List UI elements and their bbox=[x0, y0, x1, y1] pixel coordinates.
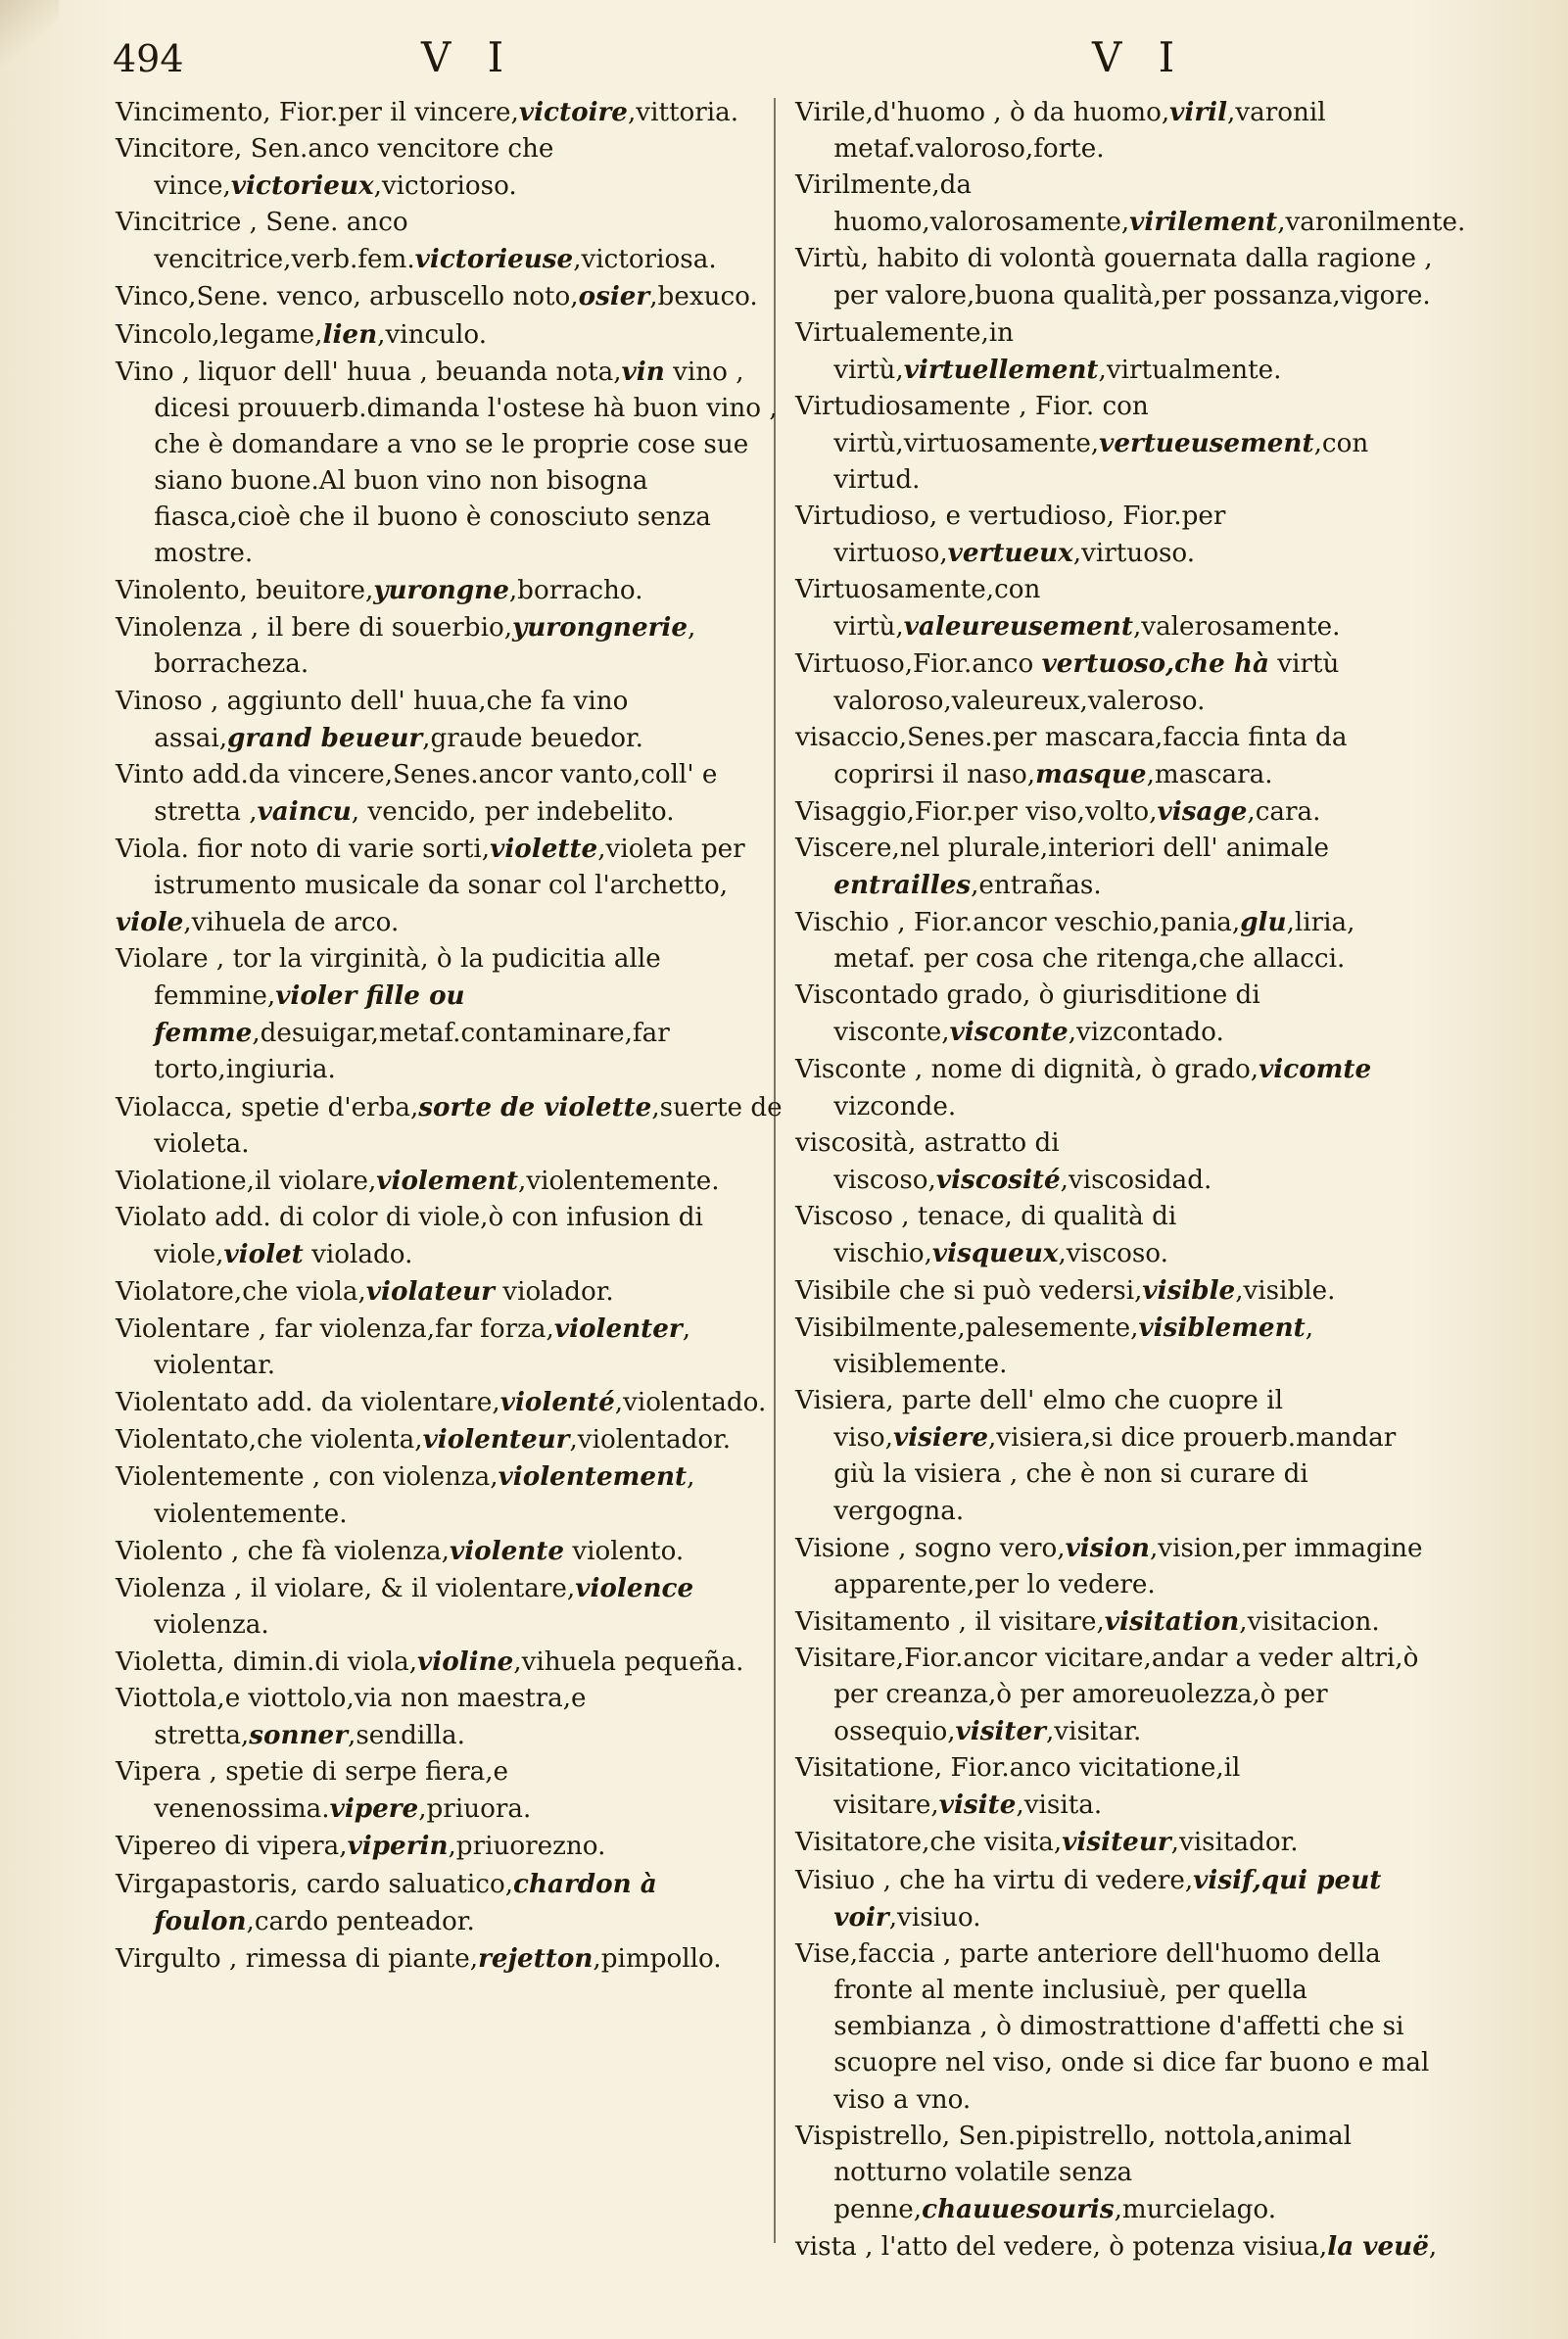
entry-french: osier bbox=[578, 281, 650, 312]
entry-headword: Visibile bbox=[795, 1276, 891, 1306]
entry-spanish: ,victoriosa. bbox=[573, 245, 717, 275]
entry-spanish: , borracheza. bbox=[154, 613, 696, 680]
dictionary-entry bbox=[116, 1644, 791, 1681]
entry-french: visage bbox=[1157, 795, 1248, 827]
entry-french: glu bbox=[1240, 907, 1287, 938]
entry-spanish: ,borracho. bbox=[508, 576, 643, 606]
entry-spanish: ,con virtud. bbox=[833, 428, 1369, 495]
entry-definition: . fior noto di varie sorti, bbox=[180, 834, 491, 864]
entry-spanish: ,violentador. bbox=[569, 1425, 732, 1456]
entry-definition: , far violenza,far forza, bbox=[250, 1314, 554, 1345]
entry-spanish: ,vision,per immagine apparente,per lo vedere. bbox=[833, 1533, 1423, 1599]
entry-french: viperin bbox=[347, 1831, 449, 1862]
dictionary-entry bbox=[795, 1603, 1442, 1641]
entry-french: grand beueur bbox=[227, 722, 423, 753]
entry-definition: , dimin.di viola, bbox=[216, 1647, 418, 1677]
dictionary-entry bbox=[795, 1125, 1442, 1199]
dictionary-entry bbox=[795, 720, 1442, 793]
dictionary-entry bbox=[795, 645, 1442, 719]
entry-headword: viscosità bbox=[795, 1127, 908, 1158]
entry-french: victorieux bbox=[230, 170, 374, 202]
entry-headword: Visitatore bbox=[795, 1828, 923, 1858]
entry-headword: Violento bbox=[116, 1536, 223, 1566]
entry-definition: ,che visita, bbox=[922, 1828, 1063, 1858]
entry-headword: Virtuoso bbox=[795, 649, 905, 680]
entry-french: visiteur bbox=[1062, 1827, 1171, 1858]
entry-french: yurongnerie bbox=[512, 612, 689, 644]
entry-headword: Violacca bbox=[116, 1092, 225, 1122]
entry-french: sonner bbox=[249, 1720, 349, 1751]
dictionary-entry bbox=[116, 316, 791, 354]
entry-headword: Viottola bbox=[116, 1684, 217, 1714]
entry-spanish: violador. bbox=[494, 1277, 614, 1307]
entry-headword: vista bbox=[795, 2232, 857, 2263]
entry-headword: Virtudiosamente bbox=[795, 391, 1011, 421]
entry-definition: ,da huomo,valorosamente, bbox=[833, 170, 1130, 238]
entry-french: visible bbox=[1142, 1275, 1236, 1306]
dictionary-entry bbox=[795, 241, 1442, 314]
entry-spanish: ,virtualmente. bbox=[1098, 355, 1282, 385]
entry-headword: Visibilmente bbox=[795, 1313, 958, 1344]
entry-headword: Violentato bbox=[116, 1388, 249, 1418]
left-column bbox=[116, 94, 791, 1978]
dictionary-entry bbox=[795, 1750, 1442, 1824]
dictionary-entry bbox=[116, 1681, 791, 1754]
dictionary-entry bbox=[795, 1641, 1442, 1750]
entry-definition: , aggiunto dell' huua,che fa vino assai, bbox=[154, 686, 629, 753]
entry-definition: ,Fior.per viso,volto, bbox=[906, 796, 1158, 827]
dictionary-entry bbox=[116, 1200, 791, 1273]
entry-definition: add.da vincere,Senes.ancor vanto,coll' e stretta , bbox=[154, 759, 718, 827]
entry-definition: , che fà violenza, bbox=[222, 1536, 450, 1566]
entry-headword: Violetta bbox=[116, 1647, 217, 1677]
dictionary-entry bbox=[795, 1862, 1442, 1936]
entry-definition: ,che violenta, bbox=[248, 1425, 423, 1456]
dictionary-entry bbox=[116, 205, 791, 278]
entry-headword: Virile bbox=[795, 98, 866, 127]
dictionary-entry bbox=[116, 1421, 791, 1458]
entry-definition: , l'atto del vedere, ò potenza visiua, bbox=[856, 2232, 1328, 2263]
entry-french: violence bbox=[575, 1572, 694, 1603]
entry-spanish: ,vihuela pequeña. bbox=[513, 1647, 744, 1677]
entry-headword: Virtuosamente bbox=[795, 575, 986, 605]
dictionary-entry bbox=[116, 278, 791, 315]
dictionary-entry bbox=[795, 904, 1442, 978]
entry-definition: ,il violare, bbox=[246, 1166, 377, 1196]
entry-french: violentement bbox=[498, 1461, 688, 1493]
entry-headword: Visiera bbox=[795, 1386, 886, 1416]
dictionary-entry bbox=[795, 499, 1442, 572]
entry-french: violement bbox=[376, 1165, 519, 1196]
dictionary-entry bbox=[116, 1533, 791, 1570]
entry-definition: , habito di volontà gouernata dalla ragione , per valore,buona qualità,per possanza,vigore. bbox=[833, 244, 1433, 311]
entry-spanish: ,visible. bbox=[1235, 1276, 1336, 1306]
entry-definition: grado, ò giurisditione di visconte, bbox=[833, 980, 1260, 1048]
entry-french: vipere bbox=[329, 1793, 419, 1825]
entry-spanish: ,vizcontado. bbox=[1068, 1018, 1224, 1048]
entry-headword: Vinoso bbox=[116, 686, 203, 716]
entry-headword: Violenza bbox=[116, 1573, 226, 1603]
entry-spanish: ,priuorezno. bbox=[448, 1832, 606, 1862]
entry-definition: , Fior.per il vincere, bbox=[262, 98, 519, 127]
dictionary-entry bbox=[116, 1089, 791, 1163]
entry-french: victorieuse bbox=[414, 244, 574, 275]
entry-headword: Vispistrello bbox=[795, 2122, 942, 2152]
entry-definition: , Sen.pipistrello, nottola,animal notturno volatile senza penne, bbox=[833, 2122, 1353, 2225]
entry-headword: Violatione bbox=[116, 1166, 247, 1196]
dictionary-entry bbox=[116, 354, 791, 573]
entry-spanish: ,bexuco. bbox=[649, 282, 758, 312]
entry-definition: , il violare, & il violentare, bbox=[225, 1573, 576, 1603]
entry-definition: ,in virtù, bbox=[833, 317, 1015, 385]
entry-headword: Visaggio bbox=[795, 796, 907, 827]
entry-definition: , e vertudioso, Fior.per virtuoso, bbox=[833, 501, 1226, 569]
entry-definition: , spetie di serpe fiera,e venenossima. bbox=[154, 1757, 509, 1825]
entry-french: visqueux bbox=[931, 1237, 1059, 1268]
entry-definition: , che ha virtu di vedere, bbox=[875, 1865, 1194, 1895]
entry-french: visitation bbox=[1104, 1605, 1240, 1637]
entry-spanish: , vencido, per indebelito. bbox=[351, 796, 675, 827]
entry-headword: Violentemente bbox=[116, 1462, 305, 1493]
entry-french: violenté bbox=[499, 1387, 615, 1418]
entry-definition: , tor la virginità, ò la pudicitia alle femmine, bbox=[154, 944, 661, 1012]
dictionary-entry bbox=[116, 131, 791, 205]
entry-definition: , Fior.anco vicitatione,il visitare, bbox=[833, 1753, 1241, 1821]
entry-spanish: , violentar. bbox=[154, 1314, 691, 1381]
entry-definition: , il visitare, bbox=[950, 1606, 1105, 1637]
entry-spanish: ,visiera,si dice prouerb.mandar giù la visiera , che è non si curare di vergogna. bbox=[833, 1423, 1397, 1526]
right-column bbox=[795, 94, 1466, 2267]
entry-definition: , Sene. anco vencitrice,verb.fem. bbox=[154, 208, 415, 275]
entry-french: rejetton bbox=[478, 1942, 594, 1974]
entry-french: vertueux bbox=[947, 538, 1073, 569]
dictionary-entry bbox=[116, 1828, 791, 1865]
entry-spanish: ,cardo penteador. bbox=[246, 1906, 475, 1936]
dictionary-entry bbox=[795, 1383, 1442, 1529]
left-running-head: V I bbox=[421, 33, 516, 81]
dictionary-entry bbox=[795, 793, 1442, 831]
entry-spanish: ,virtuoso. bbox=[1072, 539, 1196, 569]
entry-french: violenteur bbox=[422, 1424, 570, 1456]
entry-definition: , astratto di viscoso, bbox=[833, 1127, 1060, 1195]
dictionary-entry bbox=[795, 1824, 1442, 1861]
entry-french: viole bbox=[116, 907, 184, 938]
entry-spanish: ,liria, metaf. per cosa che ritenga,che allacci. bbox=[833, 908, 1355, 975]
entry-headword: Visconte bbox=[795, 1055, 907, 1085]
entry-spanish: vizconde. bbox=[833, 1091, 957, 1122]
entry-spanish: ,violeta per istrumento musicale da sonar col l'archetto, bbox=[154, 834, 745, 900]
entry-headword: Violentato bbox=[116, 1425, 249, 1456]
dictionary-entry bbox=[795, 1310, 1442, 1383]
entry-french: visiblement bbox=[1138, 1313, 1306, 1344]
dictionary-entry bbox=[795, 1936, 1442, 2119]
entry-spanish: ,desuigar,metaf.contaminare,far torto,ingiuria. bbox=[154, 1019, 670, 1085]
entry-headword: Visiuo bbox=[795, 1865, 876, 1895]
entry-definition: ,con virtù, bbox=[833, 575, 1041, 643]
entry-headword: Vinolenza bbox=[116, 613, 243, 644]
entry-definition: ,Fior.ancor vicitare,andar a veder altri,ò per creanza,ò per amoreuolezza,ò per ossequio, bbox=[833, 1643, 1419, 1747]
entry-definition: , con violenza, bbox=[304, 1462, 499, 1493]
entry-headword: Violatore bbox=[116, 1277, 234, 1307]
entry-french: viril bbox=[1169, 97, 1228, 127]
dictionary-entry bbox=[116, 1384, 791, 1421]
entry-french: chardon à foulon bbox=[154, 1868, 657, 1936]
entry-spanish: ,victorioso. bbox=[373, 171, 517, 202]
entry-french: chauuesouris bbox=[922, 2194, 1115, 2225]
entry-definition: , nome di dignità, ò grado, bbox=[906, 1055, 1259, 1085]
entry-spanish: ,suerte de violeta. bbox=[154, 1092, 783, 1159]
entry-headword: Vipera bbox=[116, 1757, 202, 1788]
entry-definition: ,che viola, bbox=[233, 1277, 366, 1307]
entry-french: viscosité bbox=[935, 1164, 1061, 1195]
dictionary-entry bbox=[795, 1199, 1442, 1272]
entry-spanish: ,viscoso. bbox=[1058, 1238, 1168, 1268]
entry-french: vaincu bbox=[257, 795, 352, 827]
dictionary-entry bbox=[795, 978, 1442, 1051]
entry-definition: , parte dell' elmo che cuopre il viso, bbox=[833, 1386, 1284, 1454]
entry-headword: Virgapastoris bbox=[116, 1869, 291, 1899]
entry-headword: Virtualemente bbox=[795, 317, 981, 348]
dictionary-entry bbox=[116, 94, 791, 131]
entry-spanish: ,graude beuedor. bbox=[422, 723, 643, 753]
entry-spanish: violenza. bbox=[154, 1609, 269, 1640]
entry-spanish: ,pimpollo. bbox=[593, 1943, 722, 1974]
entry-headword: Visitamento bbox=[795, 1606, 951, 1637]
entry-french: vertuoso,che hà bbox=[1041, 648, 1269, 680]
entry-french: violine bbox=[417, 1646, 514, 1677]
dictionary-entry bbox=[116, 1273, 791, 1311]
dictionary-entry bbox=[116, 1163, 791, 1200]
entry-definition: , tenace, di qualità di vischio, bbox=[833, 1201, 1177, 1268]
dictionary-entry bbox=[116, 609, 791, 683]
entry-french: valeureusement bbox=[903, 611, 1133, 643]
entry-headword: Virilmente bbox=[795, 170, 932, 201]
entry-spanish: ,violentemente. bbox=[518, 1166, 720, 1196]
dictionary-entry bbox=[116, 1940, 791, 1978]
entry-definition: , rimessa di piante, bbox=[220, 1943, 479, 1974]
entry-definition: ,nel plurale,interiori dell' animale bbox=[891, 833, 1330, 863]
dictionary-entry bbox=[116, 572, 791, 609]
entry-spanish: ,varonil metaf.valoroso,forte. bbox=[833, 98, 1326, 165]
entry-headword: Virgulto bbox=[116, 1943, 221, 1974]
dictionary-entry bbox=[116, 684, 791, 757]
entry-spanish: violento. bbox=[564, 1536, 685, 1566]
entry-spanish: ,priuora. bbox=[418, 1794, 532, 1825]
entry-spanish: ,violentado. bbox=[614, 1388, 767, 1418]
entry-headword: Vinco bbox=[116, 282, 189, 312]
entry-spanish: ,visita. bbox=[1016, 1790, 1103, 1821]
entry-french: vicomte bbox=[1259, 1054, 1372, 1085]
entry-french: yurongne bbox=[373, 575, 509, 606]
entry-spanish: ,viscosidad. bbox=[1060, 1165, 1212, 1195]
entry-spanish: ,visitacion. bbox=[1239, 1606, 1380, 1637]
dictionary-entry bbox=[795, 1530, 1442, 1603]
entry-spanish: ,murcielago. bbox=[1114, 2195, 1277, 2225]
dictionary-entry bbox=[795, 2119, 1442, 2228]
entry-french: lien bbox=[322, 318, 378, 350]
entry-french: visconte bbox=[949, 1017, 1069, 1048]
dictionary-entry bbox=[116, 1866, 791, 1940]
entry-spanish: virtù valoroso,valeureux,valeroso. bbox=[833, 649, 1340, 716]
entry-spanish: vino , dicesi prouuerb.dimanda l'ostese hà buon vino , che è domandare a vno se le proprie cose sue siano buone.Al buon vino non bisogna fiasca,cioè che il buono è conosciuto senza mostre. bbox=[154, 357, 778, 569]
entry-definition: ,e viottolo,via non maestra,e stretta, bbox=[154, 1684, 587, 1751]
dictionary-entry bbox=[795, 167, 1466, 241]
dictionary-entry bbox=[795, 315, 1442, 389]
dictionary-entry bbox=[116, 757, 791, 831]
entry-headword: Visitatione bbox=[795, 1753, 934, 1784]
entry-definition: , beuitore, bbox=[239, 576, 374, 606]
entry-headword: Vincitore bbox=[116, 134, 235, 165]
entry-french: la veuë bbox=[1327, 2231, 1429, 2263]
entry-spanish: ,varonilmente. bbox=[1277, 208, 1466, 238]
entry-headword: Virtù bbox=[795, 244, 861, 274]
entry-definition: ,Senes.per mascara,faccia finta da coprirsi il naso, bbox=[833, 722, 1348, 789]
entry-headword: Viscoso bbox=[795, 1201, 893, 1231]
entry-definition: , Fior.ancor veschio,pania, bbox=[888, 908, 1241, 938]
entry-french: visiter bbox=[955, 1716, 1046, 1747]
entry-french: violer fille ou femme bbox=[154, 980, 465, 1049]
entry-definition: , spetie d'erba, bbox=[224, 1092, 419, 1122]
entry-headword: Vise bbox=[795, 1938, 850, 1969]
dictionary-entry bbox=[116, 1570, 791, 1644]
entry-spanish: ,vihuela de arco. bbox=[183, 908, 400, 938]
entry-definition: , sogno vero, bbox=[889, 1533, 1066, 1563]
entry-headword: Viscere bbox=[795, 833, 892, 863]
entry-headword: Vinto bbox=[116, 759, 184, 789]
entry-definition: add. da violentare, bbox=[248, 1388, 500, 1418]
page-number: 494 bbox=[113, 37, 184, 80]
entry-french: masque bbox=[1035, 758, 1147, 789]
entry-definition: ,Sene. venco, arbuscello noto, bbox=[188, 282, 579, 312]
entry-french: victoire bbox=[518, 97, 628, 127]
entry-definition: che si può vedersi, bbox=[890, 1276, 1143, 1306]
entry-french: visiere bbox=[893, 1422, 988, 1454]
entry-spanish: , violentemente. bbox=[154, 1462, 695, 1529]
entry-spanish: ,cara. bbox=[1247, 796, 1321, 827]
entry-spanish: ,visitar. bbox=[1045, 1717, 1142, 1747]
entry-definition: , liquor dell' huua , beuanda nota, bbox=[173, 357, 622, 387]
entry-headword: Violare bbox=[116, 944, 209, 975]
entry-french: violente bbox=[450, 1535, 565, 1566]
entry-headword: Visione bbox=[795, 1533, 890, 1563]
entry-spanish: ,mascara. bbox=[1146, 759, 1273, 789]
entry-definition: , il bere di souerbio, bbox=[242, 613, 513, 644]
entry-headword: Vinolento bbox=[116, 576, 240, 606]
entry-headword: Vino bbox=[116, 357, 174, 387]
entry-french: violette bbox=[490, 833, 598, 864]
entry-definition: ,d'huomo , ò da huomo, bbox=[865, 98, 1170, 127]
entry-definition: di vipera, bbox=[215, 1832, 348, 1862]
entry-french: visite bbox=[938, 1790, 1017, 1821]
entry-headword: Vincolo bbox=[116, 319, 213, 350]
entry-headword: Viola bbox=[116, 834, 181, 864]
dictionary-entry bbox=[116, 1754, 791, 1828]
dictionary-entry bbox=[795, 572, 1442, 645]
entry-french: violet bbox=[223, 1238, 304, 1269]
entry-definition: , Sen.anco vencitore che vince, bbox=[154, 134, 554, 202]
entry-spanish: , visiblemente. bbox=[833, 1313, 1314, 1380]
entry-definition: ,faccia , parte anteriore dell'huomo della fronte al mente inclusiuè, per quella sembianza , ò dimostrattione d'affetti che si scuopre nel viso, onde si dice far buono e mal viso a vno. bbox=[833, 1938, 1430, 2116]
entry-spanish: ,vinculo. bbox=[377, 319, 488, 350]
dictionary-entry bbox=[795, 1272, 1442, 1310]
entry-headword: Viscontado bbox=[795, 980, 939, 1011]
entry-headword: Violato bbox=[116, 1202, 207, 1232]
entry-headword: Violentare bbox=[116, 1314, 251, 1345]
entry-headword: Vincitrice bbox=[116, 208, 242, 238]
entry-french: virtuellement bbox=[903, 354, 1099, 385]
entry-spanish: ,visiuo. bbox=[888, 1902, 981, 1933]
entry-definition: , cardo saluatico, bbox=[290, 1869, 514, 1899]
entry-french: violateur bbox=[365, 1276, 495, 1307]
entry-spanish: , bbox=[1428, 2232, 1438, 2263]
entry-french: vision bbox=[1065, 1532, 1150, 1563]
entry-headword: visaccio bbox=[795, 722, 899, 752]
entry-headword: Visitare bbox=[795, 1643, 896, 1673]
dictionary-entry bbox=[116, 941, 791, 1088]
entry-spanish: ,vittoria. bbox=[627, 98, 739, 127]
entry-spanish: ,sendilla. bbox=[348, 1721, 465, 1751]
right-running-head: V I bbox=[1092, 33, 1187, 81]
entry-headword: Virtudioso bbox=[795, 501, 929, 532]
page-header bbox=[0, 29, 1568, 88]
entry-spanish: ,valerosamente. bbox=[1132, 612, 1341, 643]
entry-french: entrailles bbox=[833, 869, 972, 900]
entry-french: visif,qui peut voir bbox=[833, 1864, 1382, 1933]
entry-spanish: ,visitador. bbox=[1170, 1828, 1299, 1858]
entry-definition: ,palesemente, bbox=[957, 1313, 1139, 1344]
dictionary-entry bbox=[116, 1458, 791, 1532]
entry-spanish: violado. bbox=[303, 1239, 413, 1269]
entry-french: virilement bbox=[1129, 207, 1278, 238]
entry-headword: Vipereo bbox=[116, 1832, 216, 1862]
entry-headword: Vischio bbox=[795, 908, 889, 938]
entry-definition: ,Fior.anco bbox=[904, 649, 1042, 680]
entry-french: vertueusement bbox=[1099, 427, 1314, 458]
dictionary-entry bbox=[795, 94, 1442, 167]
dictionary-entry bbox=[116, 904, 791, 941]
entry-french: vin bbox=[621, 356, 665, 387]
dictionary-entry bbox=[116, 831, 791, 904]
dictionary-entry bbox=[795, 389, 1442, 499]
entry-headword: Vincimento bbox=[116, 98, 263, 127]
entry-definition: , Fior. con virtù,virtuosamente, bbox=[833, 391, 1149, 458]
entry-spanish: ,entrañas. bbox=[971, 870, 1102, 900]
dictionary-entry bbox=[795, 2228, 1442, 2266]
dictionary-entry bbox=[116, 1311, 791, 1384]
entry-definition: ,legame, bbox=[212, 319, 323, 350]
entry-french: violenter bbox=[553, 1313, 683, 1345]
dictionary-entry bbox=[795, 1051, 1442, 1124]
entry-french: sorte de violette bbox=[418, 1091, 652, 1122]
dictionary-entry bbox=[795, 831, 1442, 904]
entry-definition: add. di color di viole,ò con infusion di viole, bbox=[154, 1202, 703, 1269]
